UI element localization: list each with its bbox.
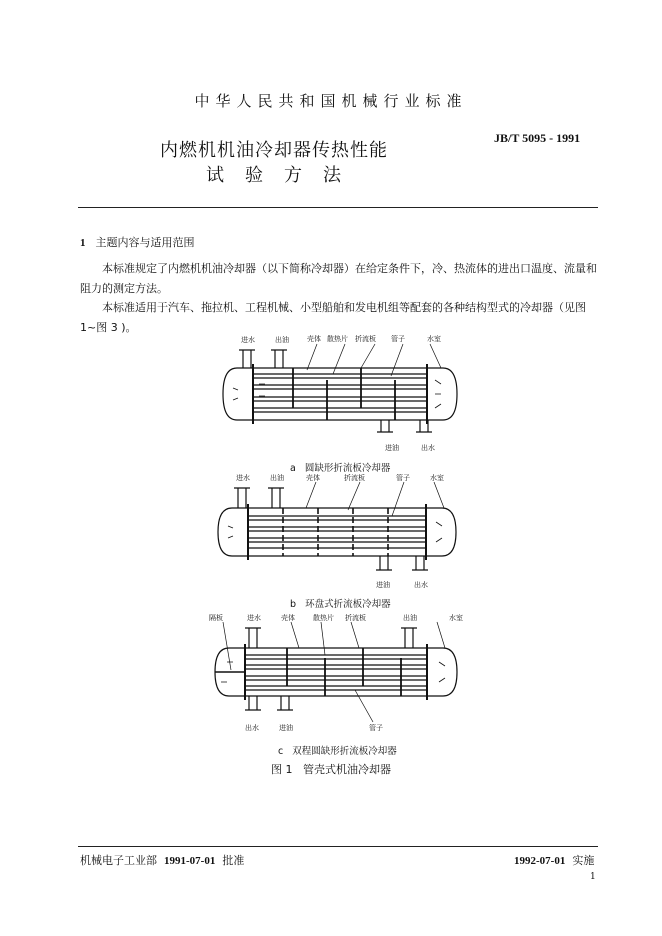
diagram-a-label-water-in: 进水 [241,336,255,344]
figure-number: 图 1 [271,763,293,776]
diagram-c-label-partition: 隔板 [209,614,223,622]
diagram-a-label-oil-out: 出油 [275,336,289,344]
caption-c [278,743,397,757]
diagram-c-label-water-in: 进水 [247,614,261,622]
effective-word: 实施 [572,854,595,867]
section-number: 1 [80,237,86,249]
header-divider [78,207,598,208]
page-number: 1 [590,872,596,882]
diagram-b-label-oil-out: 出油 [270,474,284,482]
diagram-b-label-water-out: 出水 [414,581,428,589]
doc-title-line2: 试验方法 [206,165,362,186]
diagram-a-label-oil-in: 进油 [385,444,399,452]
diagram-c [205,610,470,736]
paragraph-scope: 本标准规定了内燃机机油冷却器（以下简称冷却器）在给定条件下，冷、热流体的进出口温度、流量和阻力的测定方法。 [80,262,597,295]
effective-info [514,852,594,868]
diagram-c-label-water-out: 出水 [245,724,259,732]
caption-b-letter: b [290,599,297,610]
diagram-b-label-shell: 壳体 [306,474,320,482]
diagram-a-label-shell: 壳体 [307,335,321,343]
diagram-a-label-water-out: 出水 [421,444,435,452]
diagram-c-label-water-chamber: 水室 [449,614,463,622]
diagram-a-label-fins: 散热片 [327,335,348,343]
diagram-c-label-baffle: 折流板 [345,614,366,622]
section-heading [80,234,195,250]
figure-title-text: 管壳式机油冷却器 [303,763,391,776]
diagram-a [215,328,465,476]
diagram-c-label-fins: 散热片 [313,614,334,622]
diagram-a-label-tube: 管子 [391,335,405,343]
figure-title [0,761,662,777]
effective-date: 1992-07-01 [514,855,566,867]
approve-date: 1991-07-01 [164,855,216,867]
org-title: 中华人民共和国机械行业标准 [194,92,468,110]
caption-a-letter: a [290,463,296,474]
diagram-b-label-oil-in: 进油 [376,581,390,589]
diagram-c-label-tube: 管子 [369,724,383,732]
diagram-b-label-water-chamber: 水室 [430,474,444,482]
diagram-a-label-water-chamber: 水室 [427,335,441,343]
standard-number: JB/T 5095 - 1991 [494,131,581,145]
diagram-b-label-baffle: 折流板 [344,474,365,482]
diagram-c-label-oil-in: 进油 [279,724,293,732]
approval-info [80,852,244,868]
diagram-c-label-oil-out: 出油 [403,614,417,622]
diagram-b [208,470,468,595]
approve-word: 批准 [222,854,245,867]
doc-title-line1: 内燃机机油冷却器传热性能 [160,140,388,161]
diagram-b-label-water-in: 进水 [236,474,250,482]
caption-b-text: 环盘式折流板冷却器 [305,599,391,610]
caption-a-text: 圆缺形折流板冷却器 [304,463,391,474]
caption-c-letter: c [278,746,284,757]
paragraph-application: 本标准适用于汽车、拖拉机、工程机械、小型船舶和发电机组等配套的各种结构型式的冷却器（见图 1~图 3 )。 [80,301,586,334]
footer-divider [78,846,598,847]
section-title: 主题内容与适用范围 [95,236,195,249]
issuer: 机械电子工业部 [80,854,157,867]
caption-b [290,596,391,610]
diagram-c-label-shell: 壳体 [281,614,295,622]
diagram-a-label-baffle: 折流板 [355,335,376,343]
caption-c-text: 双程圆缺形折流板冷却器 [292,746,397,757]
diagram-b-label-tube: 管子 [396,474,410,482]
